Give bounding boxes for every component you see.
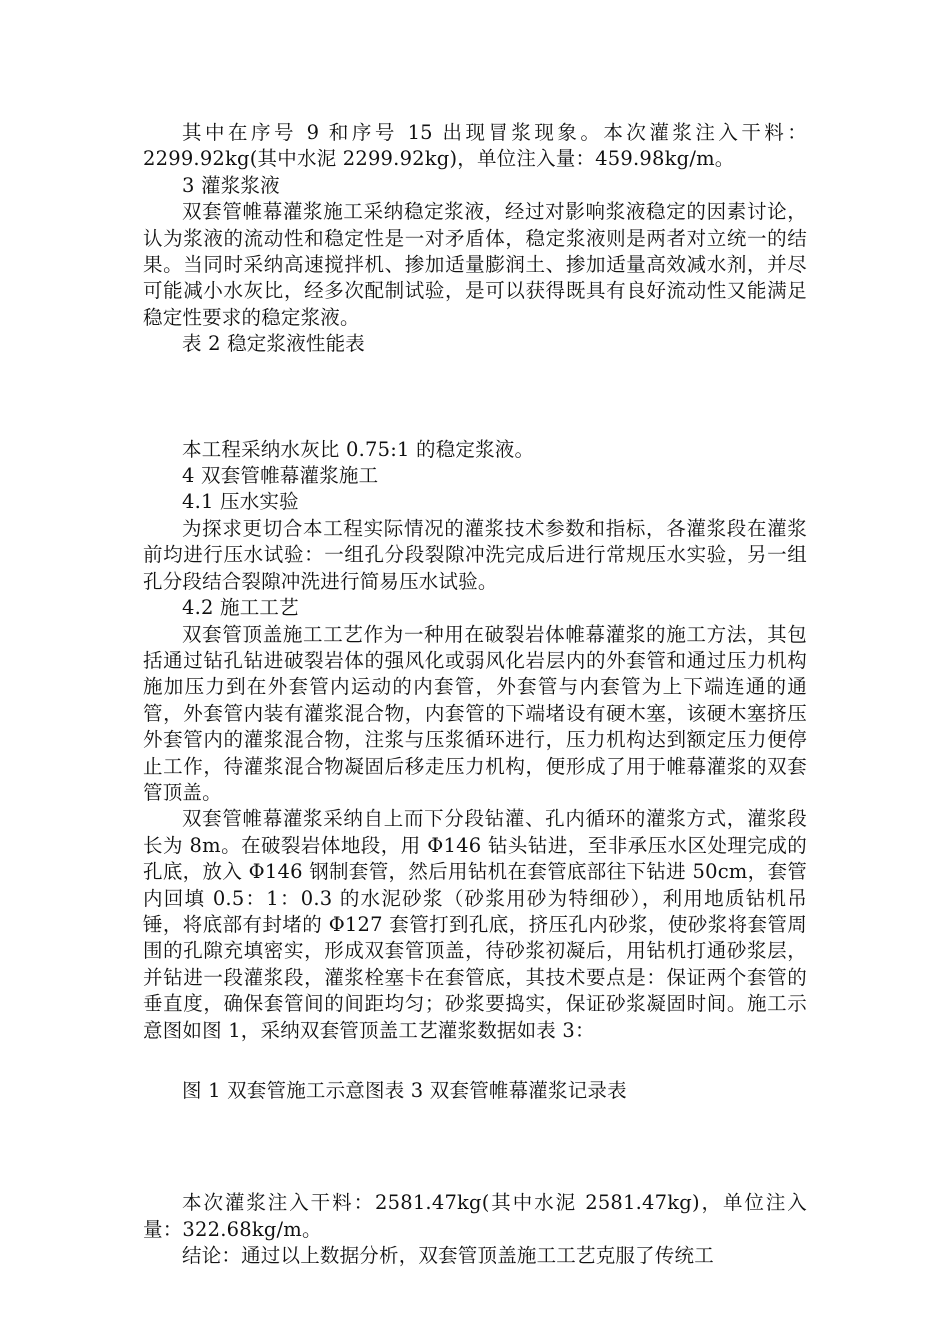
paragraph-second-grouting-result: 本次灌浆注入干料：2581.47kg(其中水泥 2581.47kg)，单位注入量：322.68kg/m。 — [143, 1191, 807, 1241]
paragraph-conclusion: 结论：通过以上数据分析，双套管顶盖施工工艺克服了传统工 — [182, 1244, 714, 1268]
heading-grouting-slurry: 3 灌浆浆液 — [182, 173, 280, 197]
paragraph-water-cement-ratio: 本工程采纳水灰比 0.75:1 的稳定浆液。 — [182, 437, 535, 461]
heading-construction-process: 4.2 施工工艺 — [182, 596, 299, 620]
heading-double-casing-construction: 4 双套管帷幕灌浆施工 — [182, 464, 379, 488]
paragraph-stable-slurry: 双套管帷幕灌浆施工采纳稳定浆液，经过对影响浆液稳定的因素讨论，认为浆液的流动性和稳定性是一对矛盾体，稳定浆液则是两者对立统一的结果。当同时采纳高速搅拌机、掺加适量膨润土、掺加适量高效减水剂，并尽可能减小水灰比，经多次配制试验，是可以获得既具有良好流动性又能满足稳定性要求的稳定浆液。 — [143, 200, 807, 329]
document-page — [143, 120, 807, 1270]
figure-1-and-table-3-caption: 图 1 双套管施工示意图表 3 双套管帷幕灌浆记录表 — [182, 1079, 627, 1102]
table-3-placeholder — [143, 1104, 807, 1190]
paragraph-construction-process: 双套管顶盖施工工艺作为一种用在破裂岩体帷幕灌浆的施工方法，其包括通过钻孔钻进破裂岩体的强风化或弱风化岩层内的外套管和通过压力机构施加压力到在外套管内运动的内套管，外套管与内套管为上下端连通的通管，外套管内装有灌浆混合物，内套管的下端堵设有硬木塞，该硬木塞挤压外套管内的灌浆混合物，注浆与压浆循环进行，压力机构达到额定压力便停止工作，待灌浆混合物凝固后移走压力机构，便形成了用于帷幕灌浆的双套管顶盖。 — [143, 622, 807, 804]
table-2-caption: 表 2 稳定浆液性能表 — [182, 332, 366, 356]
figure-spacing — [143, 1044, 807, 1078]
paragraph-water-pressure-test: 为探求更切合本工程实际情况的灌浆技术参数和指标，各灌浆段在灌浆前均进行压水试验：一组孔分段裂隙冲洗完成后进行常规压水实验，另一组孔分段结合裂隙冲洗进行简易压水试验。 — [143, 516, 807, 593]
paragraph-grouting-result: 其中在序号 9 和序号 15 出现冒浆现象。本次灌浆注入干料：2299.92kg(其中水泥 2299.92kg)，单位注入量：459.98kg/m。 — [143, 121, 807, 171]
heading-water-pressure-test: 4.1 压水实验 — [182, 490, 299, 514]
paragraph-grouting-method: 双套管帷幕灌浆采纳自上而下分段钻灌、孔内循环的灌浆方式，灌浆段长为 8m。在破裂岩体地段，用 Φ146 钻头钻进，至非承压水区处理完成的孔底，放入 Φ146 钢制套管，然后用钻机在套管底部往下钻进 50cm，套管内回填 0.5：1：0.3 的水泥砂浆（砂浆用砂为特细砂），利用地质钻机吊锤，将底部有封堵的 Φ127 套管打到孔底，挤压孔内砂浆，使砂浆将套管周围的孔隙充填密实，形成双套管顶盖，待砂浆初凝后，用钻机打通砂浆层，并钻进一段灌浆段，灌浆栓塞卡在套管底，其技术要点是：保证两个套管的垂直度，确保套管间的间距均匀；砂浆要捣实，保证砂浆凝固时间。施工示意图如图 1，采纳双套管顶盖工艺灌浆数据如表 3： — [143, 807, 807, 1042]
table-2-placeholder — [143, 358, 807, 437]
